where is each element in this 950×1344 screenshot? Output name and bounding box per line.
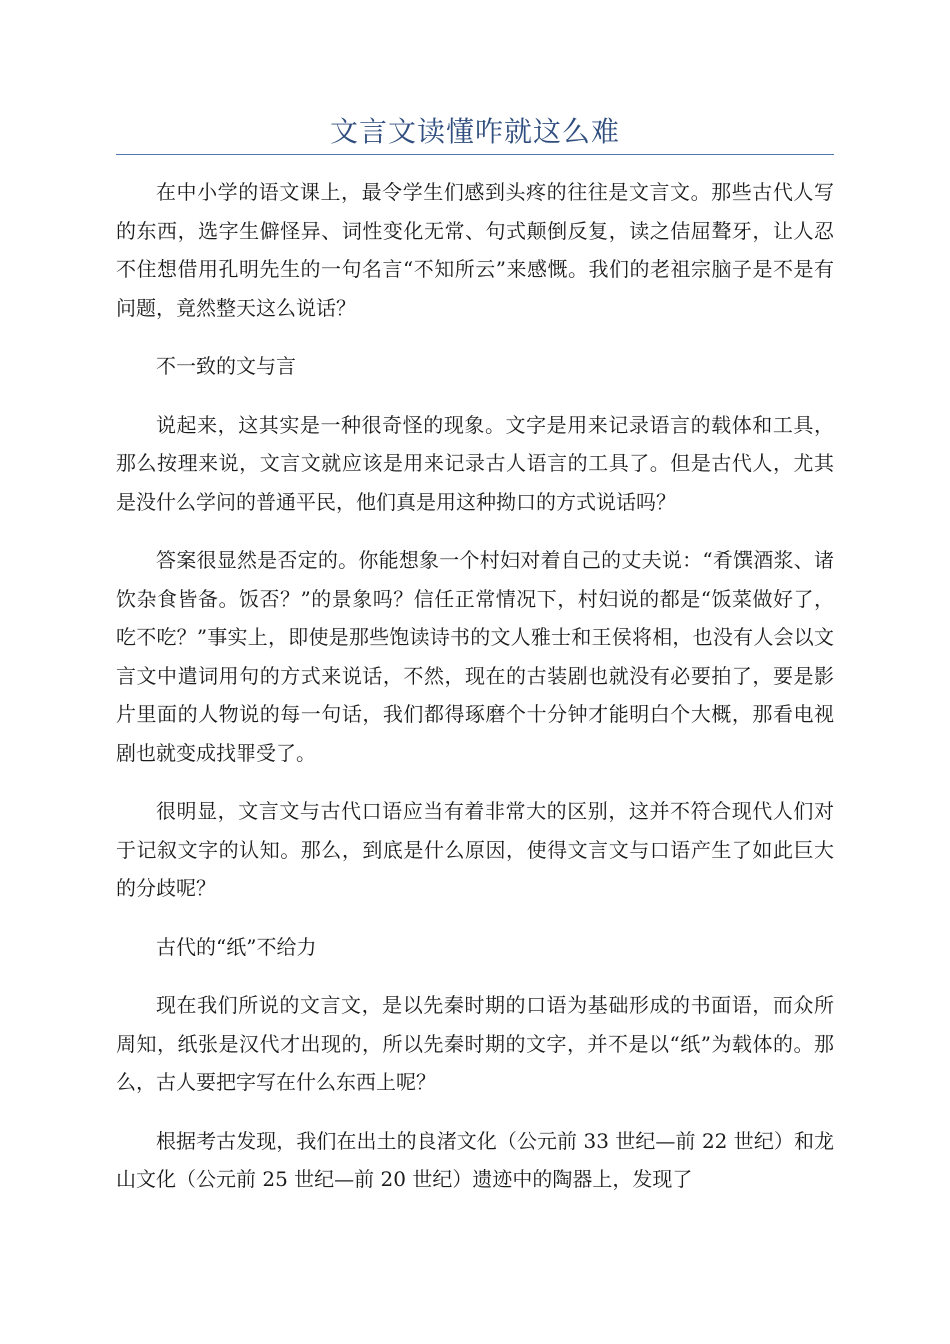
paragraph-difference: 很明显，文言文与古代口语应当有着非常大的区别，这并不符合现代人们对于记叙文字的认知。那么，到底是什么原因，使得文言文与口语产生了如此巨大的分歧呢？	[116, 799, 834, 900]
document-body	[116, 173, 834, 1219]
paragraph-village-woman: 答案很显然是否定的。你能想象一个村妇对着自己的丈夫说：“肴馔酒浆、诸饮杂食皆备。饭否？”的景象吗？信任正常情况下，村妇说的都是“饭菜做好了，吃不吃？”事实上，即使是那些饱读诗书的文人雅士和王侯将相，也没有人会以文言文中遣词用句的方式来说话，不然，现在的古装剧也就没有必要拍了，要是影片里面的人物说的每一句话，我们都得琢磨个十分钟才能明白个大概，那看电视剧也就变成找罪受了。	[116, 548, 834, 765]
title-underline	[116, 154, 834, 155]
paragraph-strange-phenomenon: 说起来，这其实是一种很奇怪的现象。文字是用来记录语言的载体和工具，那么按理来说，文言文就应该是用来记录古人语言的工具了。但是古代人，尤其是没什么学问的普通平民，他们真是用这种拗口的方式说话吗？	[116, 412, 834, 514]
paragraph-pre-qin: 现在我们所说的文言文，是以先秦时期的口语为基础形成的书面语，而众所周知，纸张是汉代才出现的，所以先秦时期的文字，并不是以“纸”为载体的。那么，古人要把字写在什么东西上呢？	[116, 993, 834, 1094]
paragraph-archaeology: 根据考古发现，我们在出土的良渚文化（公元前 33 世纪—前 22 世纪）和龙山文化（公元前 25 世纪—前 20 世纪）遗迹中的陶器上，发现了	[116, 1128, 834, 1191]
document-title: 文言文读懂咋就这么难	[329, 115, 620, 148]
section-heading-paper: 古代的“纸”不给力	[156, 934, 317, 959]
section-heading-wen-yan: 不一致的文与言	[156, 354, 296, 378]
paragraph-intro: 在中小学的语文课上，最令学生们感到头疼的往往是文言文。那些古代人写的东西，选字生僻怪异、词性变化无常、句式颠倒反复，读之佶屈聱牙，让人忍不住想借用孔明先生的一句名言“不知所云”来感慨。我们的老祖宗脑子是不是有问题，竟然整天这么说话？	[116, 180, 834, 320]
